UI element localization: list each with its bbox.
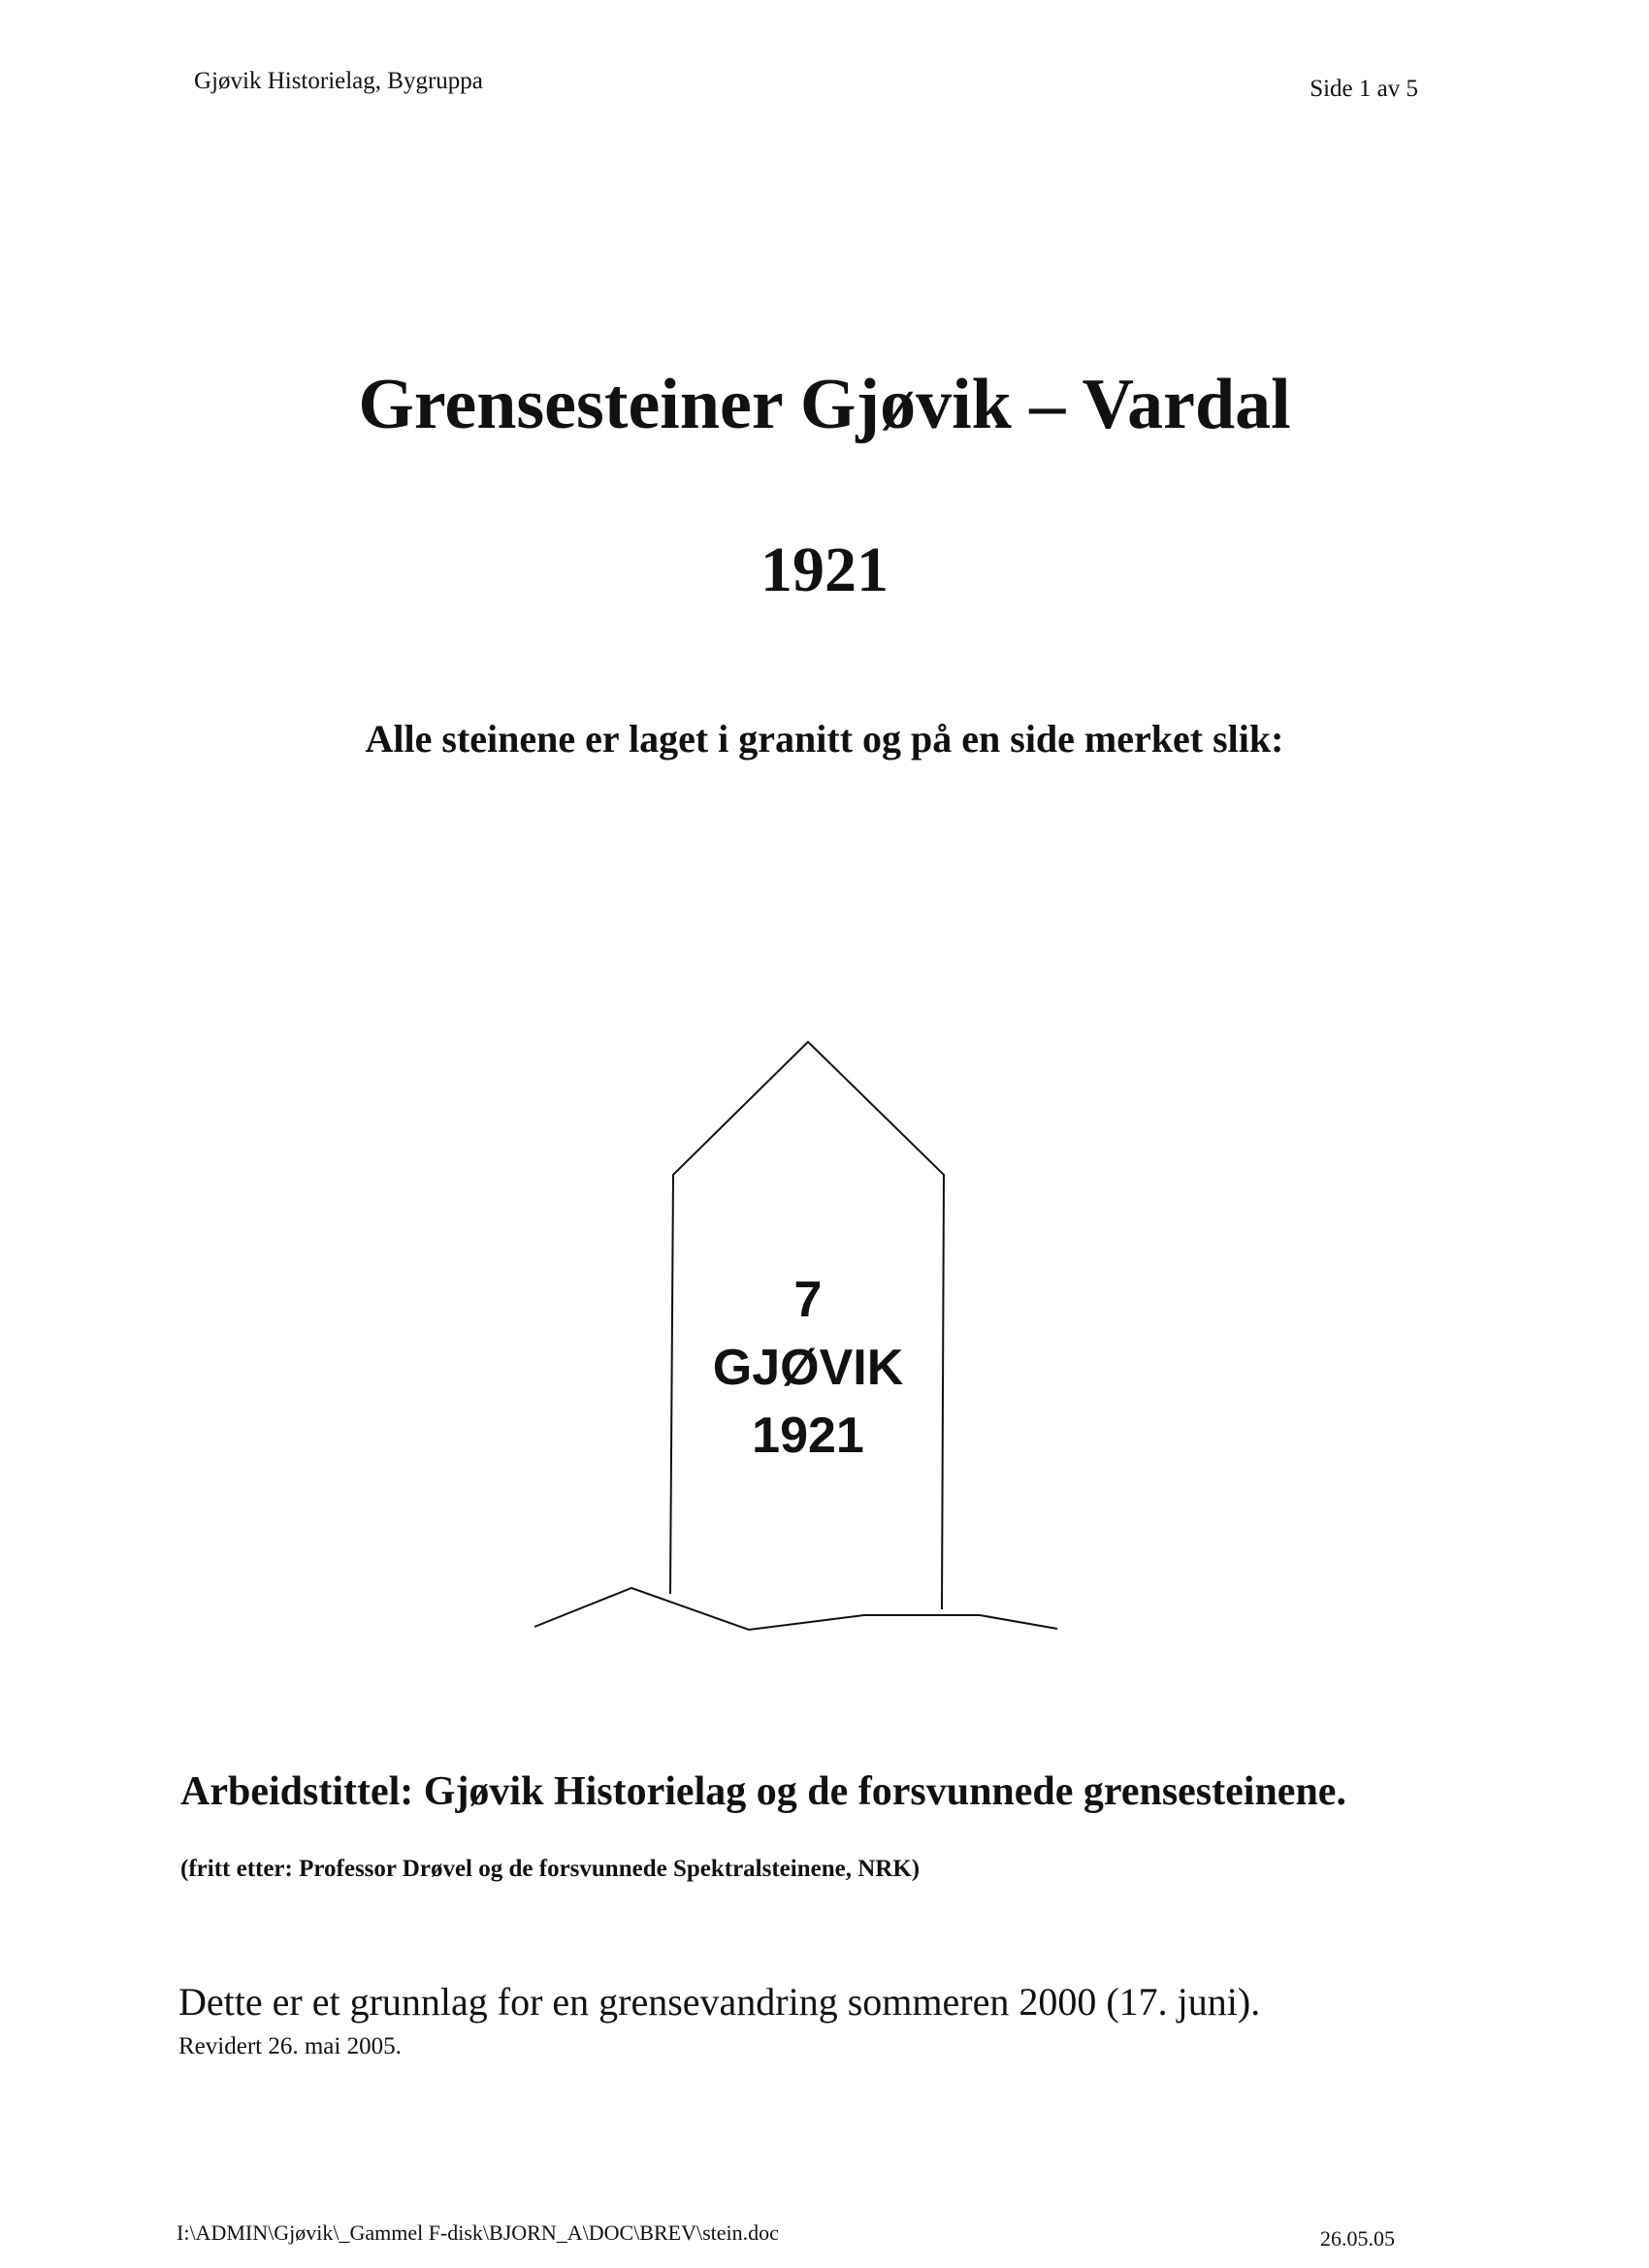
footer-date: 26.05.05 (1320, 2226, 1395, 2251)
header-organization: Gjøvik Historielag, Bygruppa (194, 68, 483, 94)
revision-note: Revidert 26. mai 2005. (178, 2033, 402, 2059)
page-title: Grensesteiner Gjøvik – Vardal (358, 365, 1291, 444)
page-year: 1921 (760, 535, 889, 605)
ground-line (534, 1588, 1057, 1630)
work-title: Arbeidstittel: Gjøvik Historielag og de forsvunnede grensesteinene. (180, 1769, 1346, 1814)
intro-text: Dette er et grunnlag for en grensevandring sommeren 2000 (17. juni). (178, 1980, 1261, 2024)
stone-year: 1921 (752, 1408, 864, 1464)
stone-place: GJØVIK (712, 1340, 904, 1396)
footer-file-path: I:\ADMIN\Gjøvik\_Gammel F-disk\BJORN_A\DOC\BREV\stein.doc (177, 2220, 779, 2245)
page-indicator: Side 1 av 5 (1310, 76, 1418, 102)
stone-number: 7 (793, 1272, 823, 1328)
page-subtitle: Alle steinene er laget i granitt og på en side merket slik: (365, 717, 1284, 761)
boundary-stone-diagram (529, 1033, 1072, 1644)
source-note: (fritt etter: Professor Drøvel og de forsvunnede Spektralsteinene, NRK) (180, 1856, 921, 1882)
